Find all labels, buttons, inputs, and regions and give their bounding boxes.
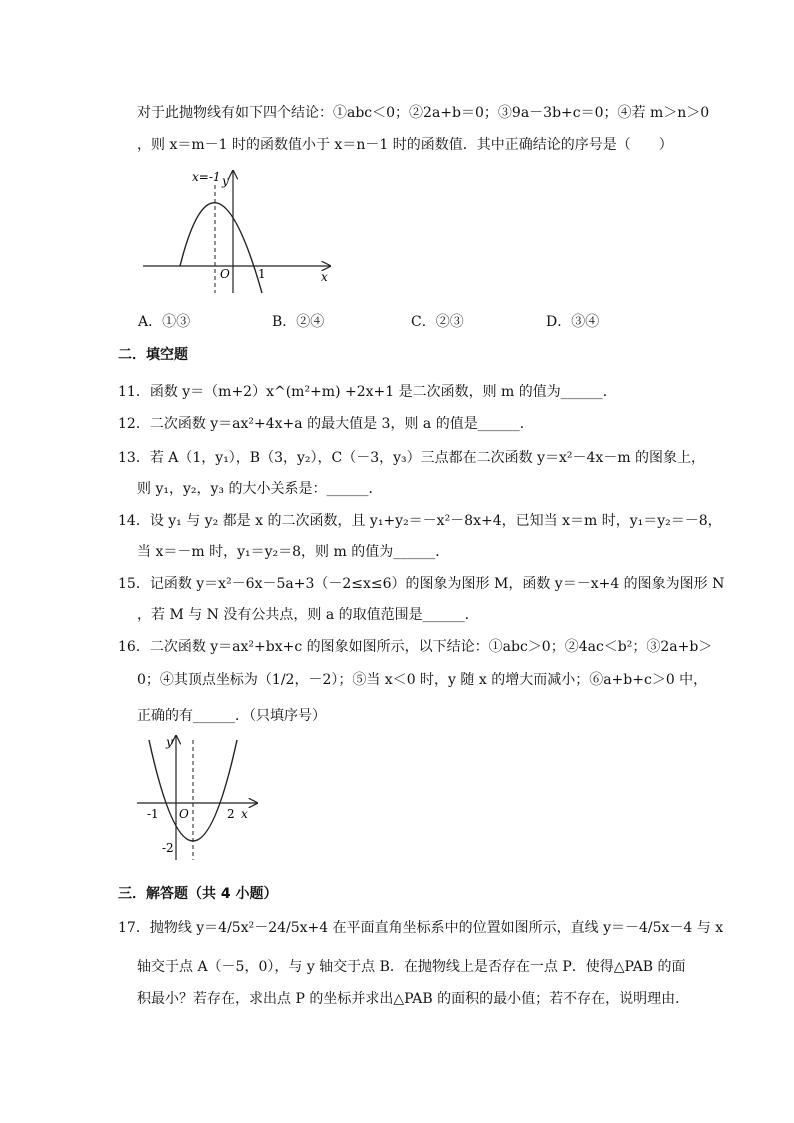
q10-label-x: x xyxy=(321,270,328,284)
q11-text: 11．函数 y＝（m+2）x^(m²+m) +2x+1 是二次函数，则 m 的值为______． xyxy=(118,384,617,400)
q10-label-xeq: x=-1 xyxy=(192,170,221,184)
q16-text-line1: 16．二次函数 y＝ax²+bx+c 的图象如图所示，以下结论：①abc＞0；②4ac＜b²；③2a+b＞ xyxy=(118,639,713,655)
q10-option-d: D．③④ xyxy=(546,314,600,330)
q16-label-2: 2 xyxy=(227,807,235,821)
q16-label-x: x xyxy=(241,807,248,821)
q10-option-c: C．②③ xyxy=(411,314,464,330)
q17-text-line2: 轴交于点 A（－5，0），与 y 轴交于点 B．在抛物线上是否存在一点 P．使得△PAB 的面 xyxy=(137,959,686,975)
q16-label-o: O xyxy=(179,807,189,821)
q10-label-1: 1 xyxy=(258,267,266,281)
q14-text-line2: 当 x＝－m 时，y₁＝y₂＝8，则 m 的值为______． xyxy=(137,544,450,560)
q10-text-line2: ，则 x＝m－1 时的函数值小于 x＝n－1 时的函数值．其中正确结论的序号是（ ） xyxy=(137,137,673,153)
q14-text-line1: 14．设 y₁ 与 y₂ 都是 x 的二次函数，且 y₁+y₂＝－x²－8x+4，已知当 x＝m 时，y₁＝y₂＝－8， xyxy=(118,513,722,529)
q16-label-m2: -2 xyxy=(162,841,174,855)
q16-text-line2: 0；④其顶点坐标为（1/2，－2）；⑤当 x＜0 时，y 随 x 的增大而减小；⑥a+b+c＞0 中， xyxy=(137,672,708,688)
q12-text: 12．二次函数 y＝ax²+4x+a 的最大值是 3，则 a 的值是______． xyxy=(118,416,534,432)
q17-text-line1: 17．抛物线 y＝4/5x²－24/5x+4 在平面直角坐标系中的位置如图所示，直线 y＝－4/5x－4 与 x xyxy=(118,920,724,936)
q17-text-line3: 积最小？若存在，求出点 P 的坐标并求出△PAB 的面积的最小值；若不存在，说明理由． xyxy=(137,991,690,1007)
q13-text-line1: 13．若 A（1，y₁），B（3，y₂），C（－3，y₃）三点都在二次函数 y＝x²－4x－m 的图象上， xyxy=(118,450,706,466)
q16-label-y: y xyxy=(166,735,173,749)
q10-option-a: A．①③ xyxy=(138,314,191,330)
q16-label-m1: -1 xyxy=(147,807,159,821)
q10-text-line1: 对于此抛物线有如下四个结论：①abc＜0；②2a+b＝0；③9a－3b+c＝0；④若 m＞n＞0 xyxy=(137,105,710,121)
section-solve-heading: 三．解答题（共 4 小题） xyxy=(118,886,278,902)
q15-text-line1: 15．记函数 y＝x²－6x－5a+3（－2≤x≤6）的图象为图形 M，函数 y＝－x+4 的图象为图形 N xyxy=(118,576,725,592)
section-fill-in-heading: 二．填空题 xyxy=(118,347,188,363)
q16-parabola-graph xyxy=(135,732,265,862)
q10-label-y: y xyxy=(222,174,229,188)
q10-label-o: O xyxy=(220,267,230,281)
q10-option-b: B．②④ xyxy=(272,314,325,330)
q13-text-line2: 则 y₁，y₂，y₃ 的大小关系是：______． xyxy=(137,481,383,497)
q15-text-line2: ，若 M 与 N 没有公共点，则 a 的取值范围是______． xyxy=(137,607,479,623)
q16-text-line3: 正确的有______．（只填序号） xyxy=(137,708,326,724)
q10-parabola-graph xyxy=(140,165,340,300)
